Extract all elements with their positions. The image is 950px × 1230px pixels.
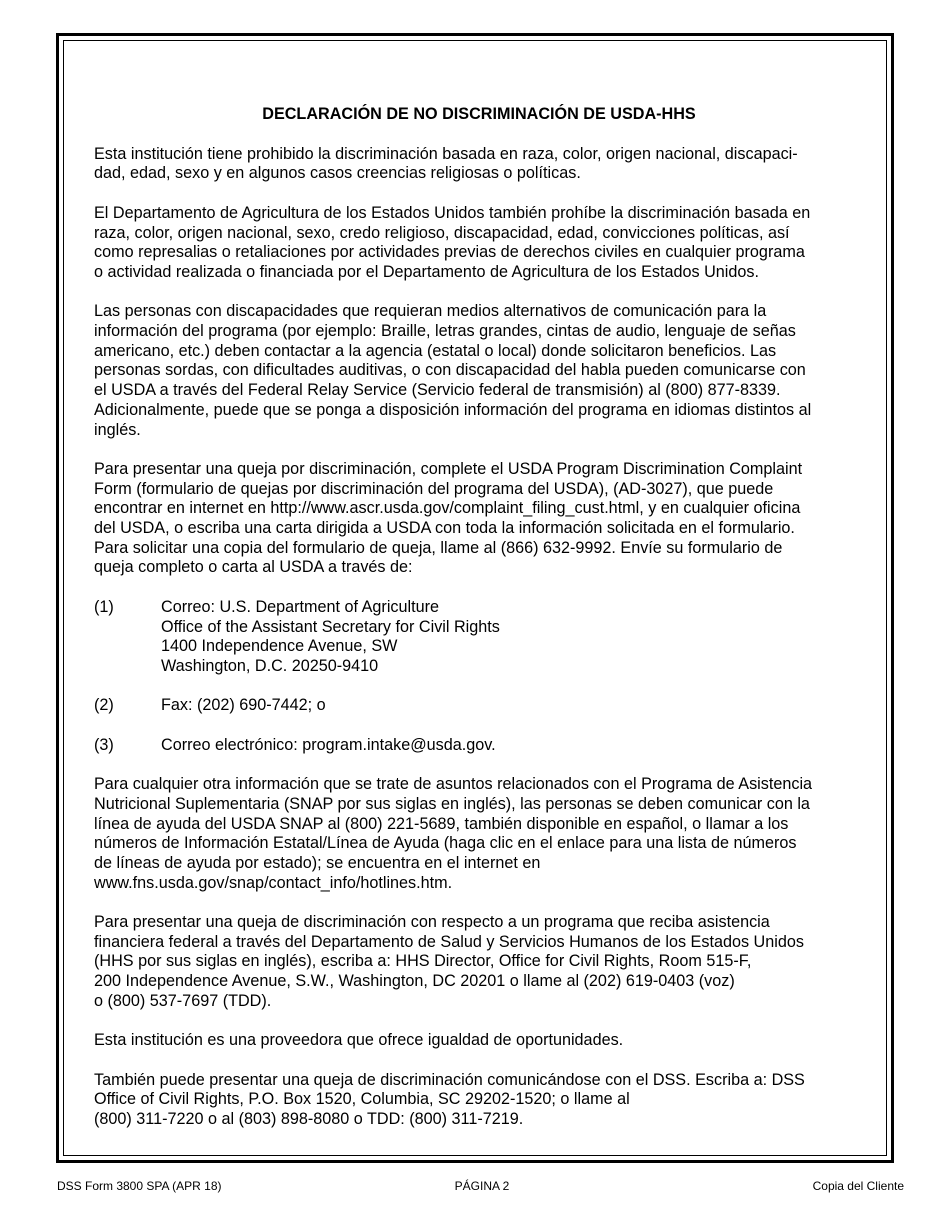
text-line: números de Información Estatal/Línea de Ayuda (haga clic en el enlace para una lista de números <box>94 834 797 853</box>
list-item <box>94 696 864 716</box>
text-line: 200 Independence Avenue, S.W., Washington, DC 20201 o llame al (202) 619-0403 (voz) <box>94 972 735 991</box>
footer-page-number: PÁGINA 2 <box>454 1179 510 1193</box>
text-line: Esta institución es una proveedora que ofrece igualdad de oportunidades. <box>94 1031 624 1050</box>
text-line: Office of the Assistant Secretary for Civil Rights <box>161 617 500 636</box>
text-line: Nutricional Suplementaria (SNAP por sus siglas en inglés), las personas se deben comunicar con la <box>94 794 810 813</box>
text-line: encontrar en internet en http://www.ascr.usda.gov/complaint_filing_cust.html, y en cualquier oficina <box>94 499 801 518</box>
text-line: información del programa (por ejemplo: Braille, letras grandes, cintas de audio, lenguaje de señas <box>94 322 796 340</box>
text-line: Correo: U.S. Department of Agriculture <box>161 597 440 616</box>
paragraph <box>94 460 864 578</box>
list-number: (3) <box>94 735 114 754</box>
paragraph <box>94 302 864 440</box>
footer-form-id: DSS Form 3800 SPA (APR 18) <box>57 1179 222 1193</box>
text-line: Correo electrónico: program.intake@usda.gov. <box>161 735 496 754</box>
text-line: queja completo o carta al USDA a través de: <box>94 558 413 577</box>
text-line: El Departamento de Agricultura de los Estados Unidos también prohíbe la discriminación basada en <box>94 203 811 222</box>
list-number: (2) <box>94 696 114 715</box>
list-number: (1) <box>94 597 114 616</box>
text-line: Las personas con discapacidades que requieran medios alternativos de comunicación para la <box>94 302 767 321</box>
text-line: dad, edad, sexo y en algunos casos creencias religiosas o políticas. <box>94 164 581 183</box>
text-line: Washington, D.C. 20250-9410 <box>161 656 379 675</box>
paragraph <box>94 775 864 893</box>
text-line: como represalias o retaliaciones por actividades previas de derechos civiles en cualquier programa <box>94 243 805 262</box>
bottom-paragraphs <box>94 775 864 1130</box>
text-line: Para presentar una queja de discriminación con respecto a un programa que reciba asistencia <box>94 913 770 931</box>
contact-list <box>94 598 864 756</box>
text-line: Adicionalmente, puede que se ponga a disposición información del programa en idiomas distintos al <box>94 400 812 419</box>
text-line: del USDA, o escriba una carta dirigida a USDA con toda la información solicitada en el formulario. <box>94 519 795 538</box>
text-line: Para cualquier otra información que se trate de asuntos relacionados con el Programa de Asistencia <box>94 775 813 794</box>
text-line: inglés. <box>94 420 141 439</box>
paragraph <box>94 204 864 283</box>
text-line: de líneas de ayuda por estado); se encuentra en el internet en <box>94 853 541 872</box>
paragraph <box>94 145 864 184</box>
document-title: DECLARACIÓN DE NO DISCRIMINACIÓN DE USDA-HHS <box>262 105 696 123</box>
text-line: También puede presentar una queja de discriminación comunicándose con el DSS. Escriba a: DSS <box>94 1070 805 1089</box>
paragraph <box>94 913 864 1012</box>
text-line: raza, color, origen nacional, sexo, credo religioso, discapacidad, edad, convicciones políticas, así <box>94 223 790 242</box>
footer-copy-label: Copia del Cliente <box>812 1179 904 1193</box>
text-line: Form (formulario de quejas por discriminación del programa del USDA), (AD-3027), que puede <box>94 479 774 498</box>
text-line: el USDA a través del Federal Relay Service (Servicio federal de transmisión) al (800) 877-8339. <box>94 381 781 400</box>
top-paragraphs <box>94 145 864 578</box>
text-line: Para solicitar una copia del formulario de queja, llame al (866) 632-9992. Envíe su formulario de <box>94 538 783 557</box>
text-line: americano, etc.) deben contactar a la agencia (estatal o local) donde solicitaron beneficios. Las <box>94 341 777 360</box>
text-line: Esta institución tiene prohibido la discriminación basada en raza, color, origen nacional, discapaci- <box>94 144 798 163</box>
text-line: Office of Civil Rights, P.O. Box 1520, Columbia, SC 29202-1520; o llame al <box>94 1090 630 1109</box>
text-line: Fax: (202) 690-7442; o <box>161 696 326 715</box>
list-item <box>94 736 864 756</box>
text-line: o (800) 537-7697 (TDD). <box>94 991 272 1010</box>
text-line: (800) 311-7220 o al (803) 898-8080 o TDD: (800) 311-7219. <box>94 1110 524 1128</box>
text-line: www.fns.usda.gov/snap/contact_info/hotlines.htm. <box>94 873 453 892</box>
text-line: (HHS por sus siglas en inglés), escriba a: HHS Director, Office for Civil Rights, Room 515-F, <box>94 952 752 971</box>
text-line: Para presentar una queja por discriminación, complete el USDA Program Discrimination Complaint <box>94 459 803 478</box>
document-body <box>94 105 864 1149</box>
text-line: línea de ayuda del USDA SNAP al (800) 221-5689, también disponible en español, o llamar a los <box>94 814 789 833</box>
paragraph <box>94 1031 864 1051</box>
paragraph <box>94 1071 864 1130</box>
text-line: 1400 Independence Avenue, SW <box>161 637 398 656</box>
text-line: financiera federal a través del Departamento de Salud y Servicios Humanos de los Estados Unidos <box>94 932 804 951</box>
list-item <box>94 598 864 677</box>
text-line: o actividad realizada o financiada por el Departamento de Agricultura de los Estados Unidos. <box>94 262 759 281</box>
text-line: personas sordas, con dificultades auditivas, o con discapacidad del habla pueden comunicarse con <box>94 361 806 380</box>
